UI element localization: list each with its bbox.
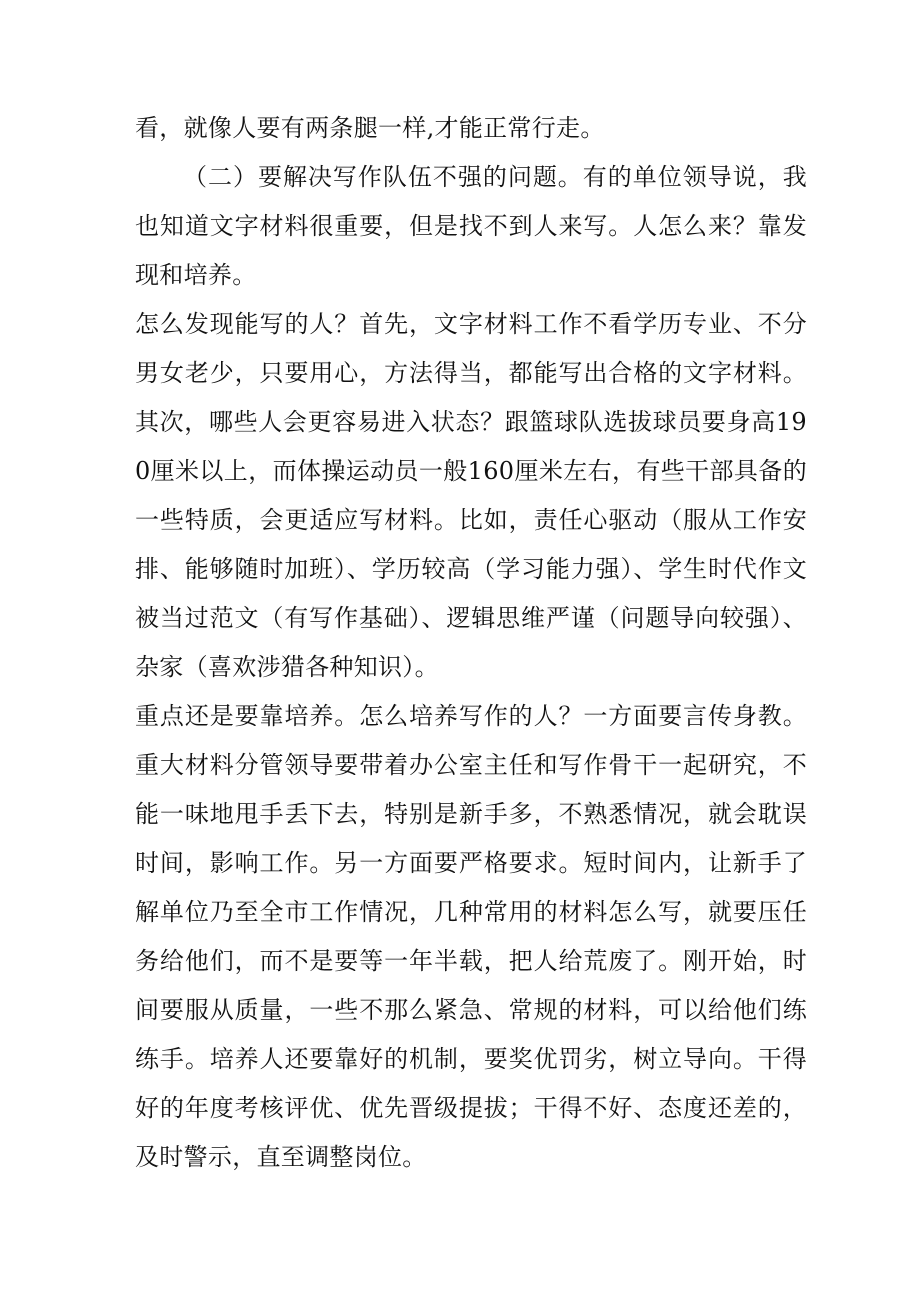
paragraph-train-writers: 重点还是要靠培养。怎么培养写作的人？一方面要言传身教。重大材料分管领导要带着办公室主任和写作骨干一起研究，不能一味地甩手丢下去，特别是新手多，不熟悉情况，就会耽误时间，影响工作。另一方面要严格要求。短时间内，让新手了解单位乃至全市工作情况，几种常用的材料怎么写，就要压任务给他们，而不是要等一年半载，把人给荒废了。刚开始，时间要服从质量，一些不那么紧急、常规的材料，可以给他们练练手。培养人还要靠好的机制，要奖优罚劣，树立导向。干得好的年度考核评优、优先晋级提拔；干得不好、态度还差的，及时警示，直至调整岗位。 — [135, 702, 807, 1171]
paragraph-writing-team: （二）要解决写作队伍不强的问题。有的单位领导说，我也知道文字材料很重要，但是找不到人来写。人怎么来？靠发现和培养。 — [135, 163, 807, 289]
paragraph-continuation: 看，就像人要有两条腿一样,才能正常行走。 — [135, 114, 605, 142]
document-body — [135, 104, 807, 1182]
paragraph-discover-writers: 怎么发现能写的人？首先，文字材料工作不看学历专业、不分男女老少，只要用心，方法得当，都能写出合格的文字材料。其次，哪些人会更容易进入状态？跟篮球队选拔球员要身高190厘米以上，而体操运动员一般160厘米左右，有些干部具备的一些特质，会更适应写材料。比如，责任心驱动（服从工作安排、能够随时加班）、学历较高（学习能力强）、学生时代作文被当过范文（有写作基础）、逻辑思维严谨（问题导向较强）、杂家（喜欢涉猎各种知识）。 — [135, 310, 807, 681]
